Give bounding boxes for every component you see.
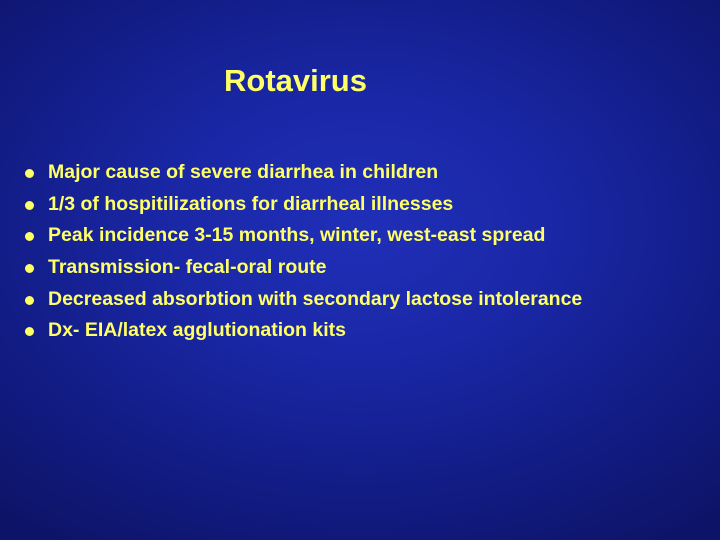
bullet-dot-icon [25,201,34,210]
bullet-item [25,160,705,186]
bullet-dot-icon [25,296,34,305]
bullet-dot-icon [25,232,34,241]
bullet-dot-icon [25,264,34,273]
bullet-text: Transmission- fecal-oral route [48,256,327,279]
bullet-text: Decreased absorbtion with secondary lactose intolerance [48,287,583,310]
bullet-text: Major cause of severe diarrhea in children [48,161,439,183]
bullet-list [25,160,705,350]
bullet-dot-icon [25,169,34,178]
bullet-item [25,318,705,344]
bullet-dot-icon [25,327,34,336]
bullet-item [25,223,705,249]
bullet-text: Dx- EIA/latex agglutionation kits [48,319,346,342]
bullet-item [25,192,705,218]
slide-title: Rotavirus [224,63,367,98]
bullet-item [25,287,705,313]
bullet-item [25,255,705,281]
bullet-text: Peak incidence 3-15 months, winter, west-east spread [48,224,546,247]
bullet-text: 1/3 of hospitilizations for diarrheal illnesses [48,192,454,215]
